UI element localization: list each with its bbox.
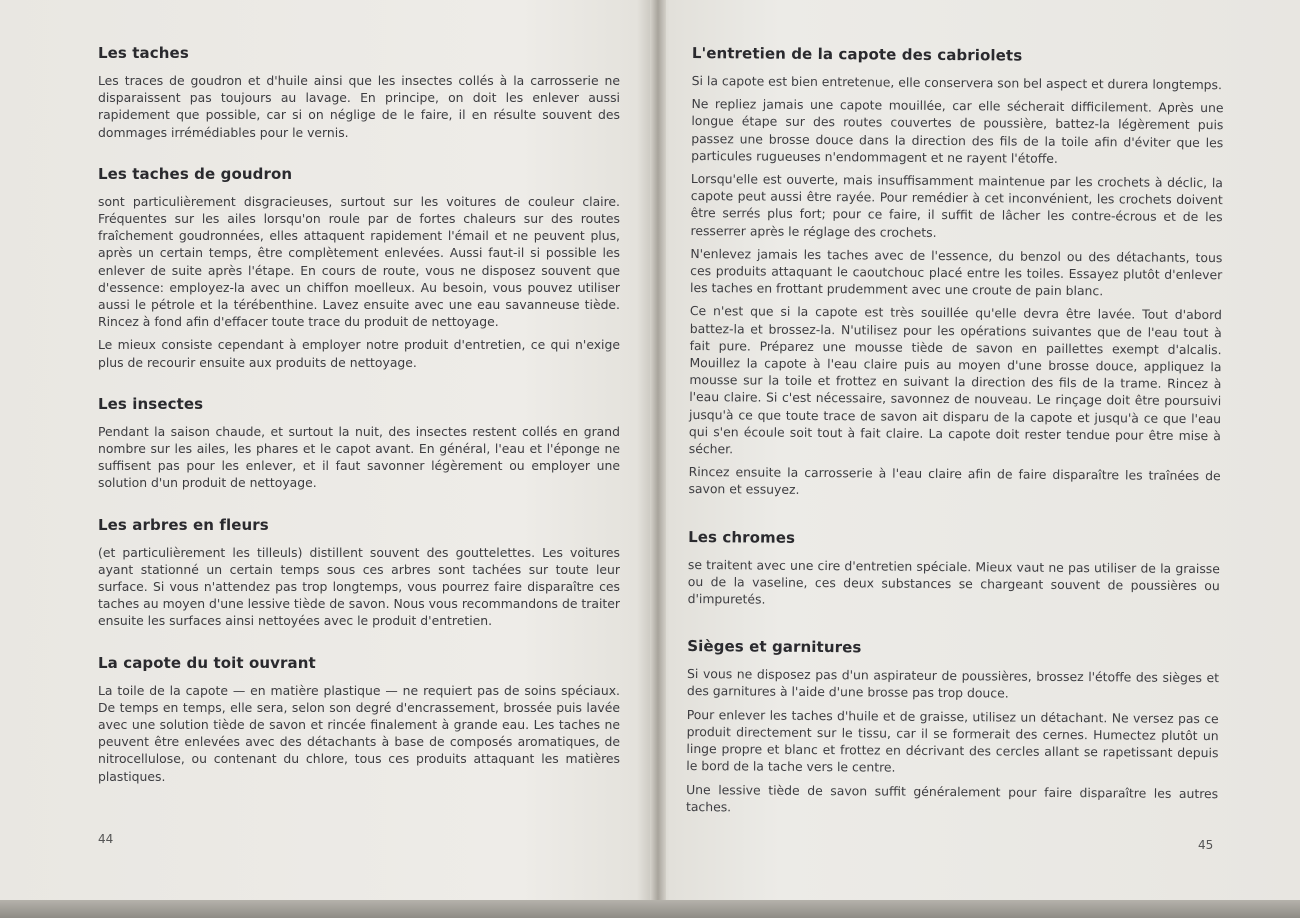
section-title: Les insectes [98,394,204,413]
paragraph: Lorsqu'elle est ouverte, mais insuffisamment maintenue par les crochets à déclic, la capote peut aussi être rayée. Pour remédier à cet inconvénient, les crochets doivent être serrés plus fort; pour ce faire, il suffit de lâcher les contre-écrous et de les resserrer après le réglage des crochets. [690,171,1223,240]
paragraph: Pendant la saison chaude, et surtout la nuit, des insectes restent collés en grand nombre sur les ailes, les phares et le capot avant. En général, l'eau et l'éponge ne suffisent pas pour les enlever, et il faut savonner légèrement ou employer une solution d'un produit de nettoyage. [98,423,620,491]
paragraph: Le mieux consiste cependant à employer notre produit d'entretien, ce qui n'exige plus de recourir ensuite aux produits de nettoyage. [98,337,620,370]
section-title: L'entretien de la capote des cabriolets [691,44,1023,65]
paragraph: Si la capote est bien entretenue, elle conservera son bel aspect et durera longtemps. [691,72,1222,93]
paragraph: N'enlevez jamais les taches avec de l'essence, du benzol ou des détachants, tous ces produits attaquant le caoutchouc placé entre les toiles. Essayez plutôt d'enlever les taches en frottant prudemment avec une croute de pain blanc. [690,245,1223,299]
page-number: 45 [1198,838,1214,852]
section-title: La capote du toit ouvrant [98,653,316,672]
section-title: Sièges et garnitures [687,637,862,657]
right-page-content [686,44,1224,825]
section-title: Les taches [98,44,189,62]
section-title: Les taches de goudron [98,164,293,183]
section-entretien-capote-cabriolets [688,44,1224,502]
paragraph: Ce n'est que si la capote est très souillée qu'elle devra être lavée. Tout d'abord battez-la et brossez-la. N'utilisez pour les opérations suivantes que de l'eau tout à fait pure. Préparez une mousse tiède de savon en paillettes exempt d'alcalis. Mouillez la capote à l'eau claire puis au moyen d'une brosse douce, appliquez la mousse sur la toile et frottez en suivant la direction des fils de la trame. Rincez à l'eau claire. Si c'est nécessaire, savonnez de nouveau. Le rinçage doit être poursuivi jusqu'à ce que toute trace de savon ait disparu de la capote et jusqu'à ce que l'eau qui s'en écoule soit tout à fait claire. La capote doit rester tendue pour être mise à sécher. [688,303,1222,457]
right-page [660,0,1300,900]
paragraph: La toile de la capote — en matière plastique — ne requiert pas de soins spéciaux. De temps en temps, elle sera, selon son degré d'encrassement, brossée puis lavée avec une solution tiède de savon et rincée finalement à grande eau. Les taches ne peuvent être enlevées avec des détachants à base de composés aromatiques, de nitrocellulose, ou contenant du chlore, tous ces produits attaquant les matières plastiques. [98,682,620,784]
section-arbres-fleurs [98,516,620,630]
paragraph: se traitent avec une cire d'entretien spéciale. Mieux vaut ne pas utiliser de la graisse ou de la vaseline, ces deux substances se chargeant souvent de poussières ou d'impuretés. [687,556,1220,607]
section-title: Les chromes [688,527,796,547]
paragraph: Ne repliez jamais une capote mouillée, car elle sécherait difficilement. Après une longue étape sur des routes couvertes de poussière, battez-la légèrement puis passez une brosse douce dans la direction des fils de la toile afin d'éviter que les particules rugueuses n'endommagent et ne rayent l'étoffe. [691,96,1224,166]
book-bottom-edge [0,900,1300,918]
paragraph: Si vous ne disposez pas d'un aspirateur de poussières, brossez l'étoffe des sièges et des garnitures à l'aide d'une brosse pas trop douce. [686,666,1220,701]
section-capote-toit-ouvrant [98,654,620,785]
paragraph: (et particulièrement les tilleuls) distillent souvent des gouttelettes. Les voitures ayant stationné un certain temps sous ces arbres sont tachées sur toute leur surface. Si vous n'attendez pas trop longtemps, vous pourrez faire disparaître ces taches au moyen d'une lessive tiède de savon. Nous vous recommandons de traiter ensuite les surfaces ainsi nettoyées avec le produit d'entretien. [98,544,620,629]
paragraph: Les traces de goudron et d'huile ainsi que les insectes collés à la carrosserie ne disparaissent pas toujours au lavage. En principe, on doit les enlever aussi rapidement que possible, car si on néglige de le faire, il en résulte souvent des dommages irrémédiables pour le vernis. [98,73,620,140]
section-taches-goudron [98,165,620,371]
page-number: 44 [98,832,114,846]
section-les-taches [98,44,620,141]
section-sieges-garnitures [686,637,1219,819]
paragraph: Rincez ensuite la carrosserie à l'eau claire afin de faire disparaître les traînées de savon et essuyez. [688,464,1221,498]
section-title: Les arbres en fleurs [98,515,269,534]
section-insectes [98,395,620,492]
left-page [0,0,655,900]
section-chromes [688,528,1221,612]
paragraph: Une lessive tiède de savon suffit généralement pour faire disparaître les autres taches. [685,781,1219,815]
paragraph: sont particulièrement disgracieuses, surtout sur les voitures de couleur claire. Fréquentes sur les ailes lorsqu'on roule par de fortes chaleurs sur des routes fraîchement goudronnées, elles attaquent rapidement l'émail et ne peuvent plus, après un certain temps, être complètement enlevées. Aussi faut-il si possible les enlever de suite après l'étape. En cours de route, vous ne disposez souvent que d'essence: employez-la avec un chiffon moelleux. Au besoin, vous pouvez utiliser aussi le pétrole et la térébenthine. Lavez ensuite avec une eau savanneuse tiède. Rincez à fond afin d'effacer toute trace du produit de nettoyage. [98,193,620,330]
left-page-content [98,44,620,791]
paragraph: Pour enlever les taches d'huile et de graisse, utilisez un détachant. Ne versez pas ce produit directement sur le tissu, car il se formerait des cernes. Humectez plutôt un linge propre et blanc et frottez en décrivant des cercles allant se rapetissant depuis le bord de la tache vers le centre. [686,706,1219,775]
